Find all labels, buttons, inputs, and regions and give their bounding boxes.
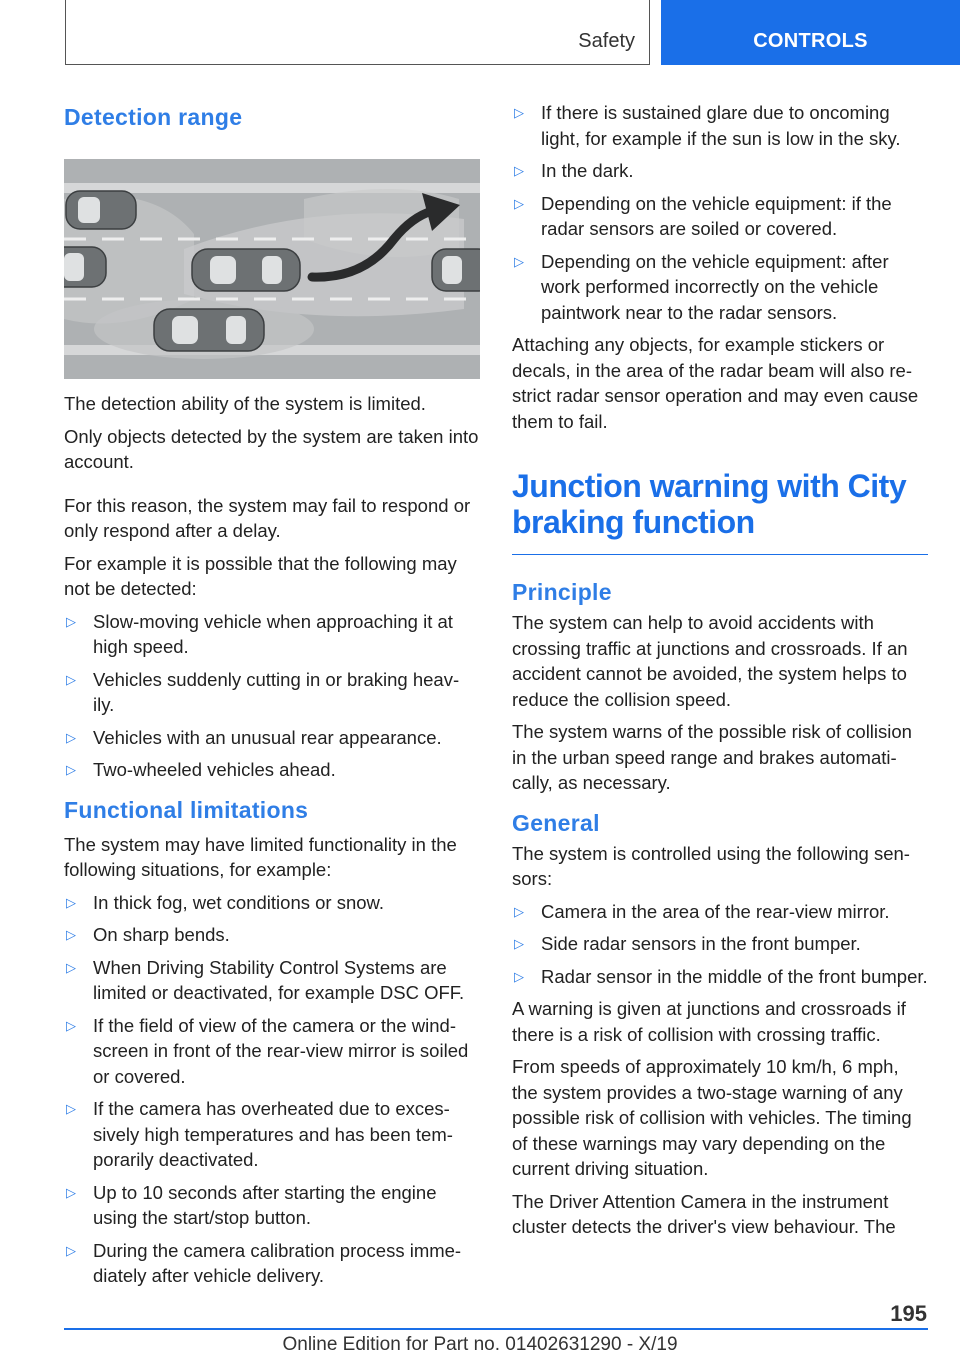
chapter-title: Junction warning with City braking function: [512, 468, 928, 555]
list-item: ▷ Slow-moving vehicle when approaching it at high speed.: [64, 609, 480, 660]
list-item: ▷ Vehicles with an unusual rear appearance.: [64, 725, 480, 751]
list-item: ▷ Side radar sensors in the front bumper.: [512, 931, 928, 957]
list-item: ▷ Depending on the vehicle equipment: after work performed incorrectly on the vehicle paintwork near to the radar sensors.: [512, 249, 928, 326]
triangle-bullet-icon: ▷: [514, 105, 524, 120]
triangle-bullet-icon: ▷: [66, 1242, 76, 1258]
list-item: ▷ Radar sensor in the middle of the front bumper.: [512, 964, 928, 990]
paragraph: For example it is possible that the following may not be detected:: [64, 552, 457, 599]
triangle-bullet-icon: ▷: [66, 1184, 76, 1200]
triangle-bullet-icon: ▷: [66, 1101, 76, 1116]
detection-range-illustration: [64, 159, 480, 379]
chapter-tab-label: CONTROLS: [753, 30, 868, 52]
header-bar: [65, 0, 650, 65]
triangle-bullet-icon: ▷: [514, 163, 524, 178]
left-column: [64, 100, 480, 1296]
triangle-bullet-icon: ▷: [514, 253, 524, 269]
paragraph: The system is controlled using the following sen-sors:: [512, 842, 910, 889]
triangle-bullet-icon: ▷: [514, 936, 524, 951]
paragraph: From speeds of approximately 10 km/h, 6 mph, the system provides a two-stage warning of any possible risk of collision with vehicles. The timing of these warnings may vary depending on the current driving situation.: [512, 1056, 912, 1179]
paragraph: For this reason, the system may fail to respond or only respond after a delay.: [64, 494, 471, 541]
paragraph: The detection ability of the system is limited.: [64, 393, 426, 414]
triangle-bullet-icon: ▷: [514, 968, 524, 984]
list-item: ▷ If the field of view of the camera or the wind-screen in front of the rear-view mirror is soiled or covered.: [64, 1013, 480, 1090]
triangle-bullet-icon: ▷: [66, 762, 76, 777]
limitations-list: [64, 890, 480, 1289]
list-item: ▷ If the camera has overheated due to exces-sively high temperatures and has been tem-porarily deactivated.: [64, 1096, 480, 1173]
heading-general: General: [512, 809, 600, 836]
page-number: 195: [890, 1301, 927, 1326]
paragraph: Only objects detected by the system are taken into account.: [64, 425, 479, 472]
triangle-bullet-icon: ▷: [66, 959, 76, 975]
triangle-bullet-icon: ▷: [66, 1017, 76, 1033]
heading-detection-range: Detection range: [64, 104, 243, 130]
list-item: ▷ Vehicles suddenly cutting in or braking heav-ily.: [64, 667, 480, 718]
footer-divider: [64, 1328, 928, 1330]
edition-note: Online Edition for Part no. 01402631290 - X/19: [282, 1334, 678, 1355]
triangle-bullet-icon: ▷: [66, 894, 76, 910]
list-item: ▷ When Driving Stability Control Systems are limited or deactivated, for example DSC OFF.: [64, 955, 480, 1006]
heading-principle: Principle: [512, 579, 612, 605]
paragraph: Attaching any objects, for example stickers or decals, in the area of the radar beam will also re-strict radar sensor operation and may even cause them to fail.: [512, 334, 919, 432]
triangle-bullet-icon: ▷: [66, 613, 76, 629]
sensor-list: [512, 899, 928, 990]
paragraph: The system can help to avoid accidents with crossing traffic at junctions and crossroads. If an accident cannot be avoided, the system helps to reduce the collision speed.: [512, 612, 908, 710]
triangle-bullet-icon: ▷: [514, 903, 524, 919]
list-item: ▷ Depending on the vehicle equipment: if the radar sensors are soiled or covered.: [512, 191, 928, 242]
right-column: [512, 100, 928, 1247]
list-item: ▷ In the dark.: [512, 158, 928, 184]
triangle-bullet-icon: ▷: [66, 671, 76, 687]
list-item: ▷ In thick fog, wet conditions or snow.: [64, 890, 480, 916]
list-item: ▷ On sharp bends.: [64, 922, 480, 948]
list-item: ▷ If there is sustained glare due to oncoming light, for example if the sun is low in the sky.: [512, 100, 928, 151]
undetected-list: [64, 609, 480, 783]
triangle-bullet-icon: ▷: [66, 927, 76, 942]
triangle-bullet-icon: ▷: [66, 729, 76, 745]
paragraph: The system may have limited functionality in the following situations, for example:: [64, 833, 457, 880]
paragraph: The system warns of the possible risk of collision in the urban speed range and brakes automati-cally, as necessary.: [512, 721, 912, 793]
triangle-bullet-icon: ▷: [514, 195, 524, 211]
paragraph: The Driver Attention Camera in the instrument cluster detects the driver's view behaviour. The: [512, 1190, 896, 1237]
list-item: ▷ Two-wheeled vehicles ahead.: [64, 757, 480, 783]
list-item: ▷ Camera in the area of the rear-view mirror.: [512, 899, 928, 925]
list-item: ▷ During the camera calibration process imme-diately after vehicle delivery.: [64, 1238, 480, 1289]
paragraph: A warning is given at junctions and crossroads if there is a risk of collision with crossing traffic.: [512, 998, 906, 1045]
chapter-tab[interactable]: [661, 0, 960, 65]
heading-functional-limitations: Functional limitations: [64, 796, 309, 823]
list-item: ▷ Up to 10 seconds after starting the engine using the start/stop button.: [64, 1180, 480, 1231]
section-title: Safety: [578, 30, 635, 52]
limitations-list-continued: [512, 100, 928, 325]
